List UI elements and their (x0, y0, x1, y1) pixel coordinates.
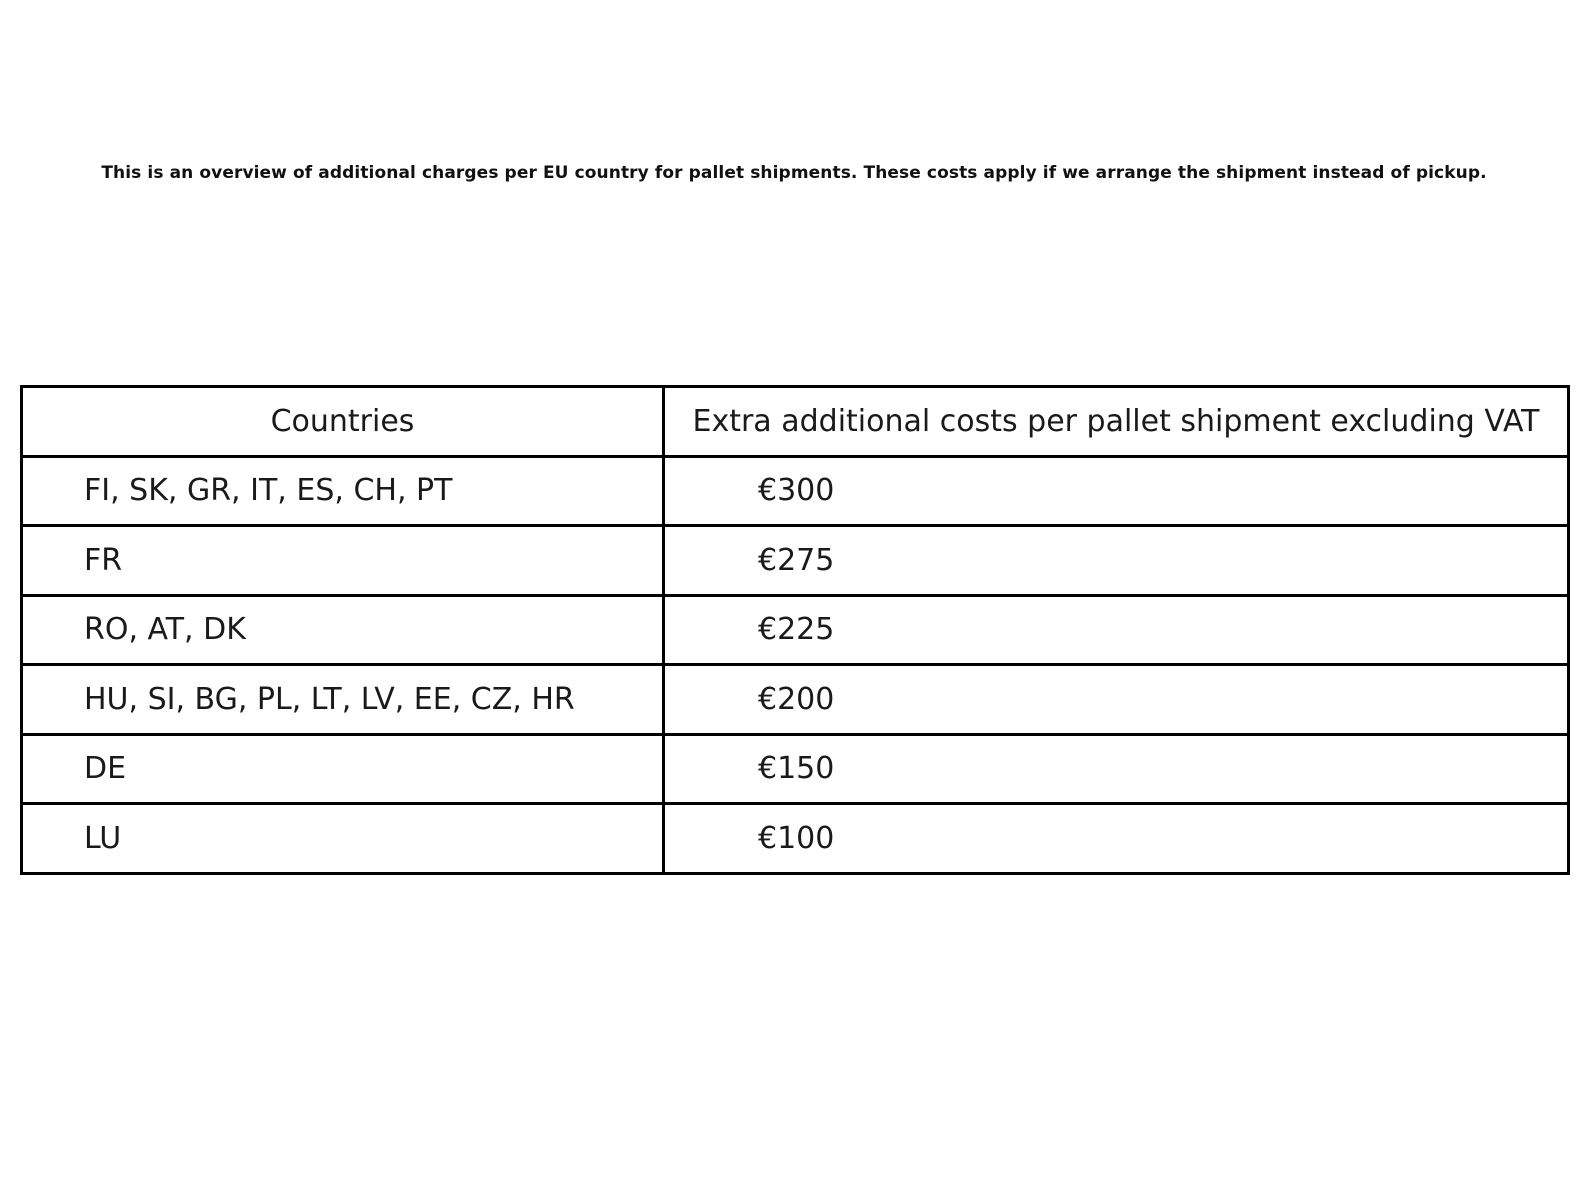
countries-cell: HU, SI, BG, PL, LT, LV, EE, CZ, HR (22, 665, 664, 735)
countries-cell: DE (22, 734, 664, 804)
cost-cell: €225 (664, 595, 1569, 665)
table-row (22, 734, 1569, 804)
table-row (22, 804, 1569, 874)
table-row (22, 595, 1569, 665)
countries-cell: FI, SK, GR, IT, ES, CH, PT (22, 456, 664, 526)
table-row (22, 526, 1569, 596)
column-header-costs: Extra additional costs per pallet shipment excluding VAT (664, 387, 1569, 457)
column-header-countries: Countries (22, 387, 664, 457)
intro-text: This is an overview of additional charges per EU country for pallet shipments. These costs apply if we arrange the shipment instead of pickup. (101, 163, 1487, 183)
charges-table (20, 385, 1570, 875)
countries-cell: RO, AT, DK (22, 595, 664, 665)
cost-cell: €200 (664, 665, 1569, 735)
countries-cell: FR (22, 526, 664, 596)
cost-cell: €300 (664, 456, 1569, 526)
cost-cell: €150 (664, 734, 1569, 804)
countries-cell: LU (22, 804, 664, 874)
table-row (22, 456, 1569, 526)
cost-cell: €275 (664, 526, 1569, 596)
cost-cell: €100 (664, 804, 1569, 874)
table-row (22, 665, 1569, 735)
table-header-row (22, 387, 1569, 457)
